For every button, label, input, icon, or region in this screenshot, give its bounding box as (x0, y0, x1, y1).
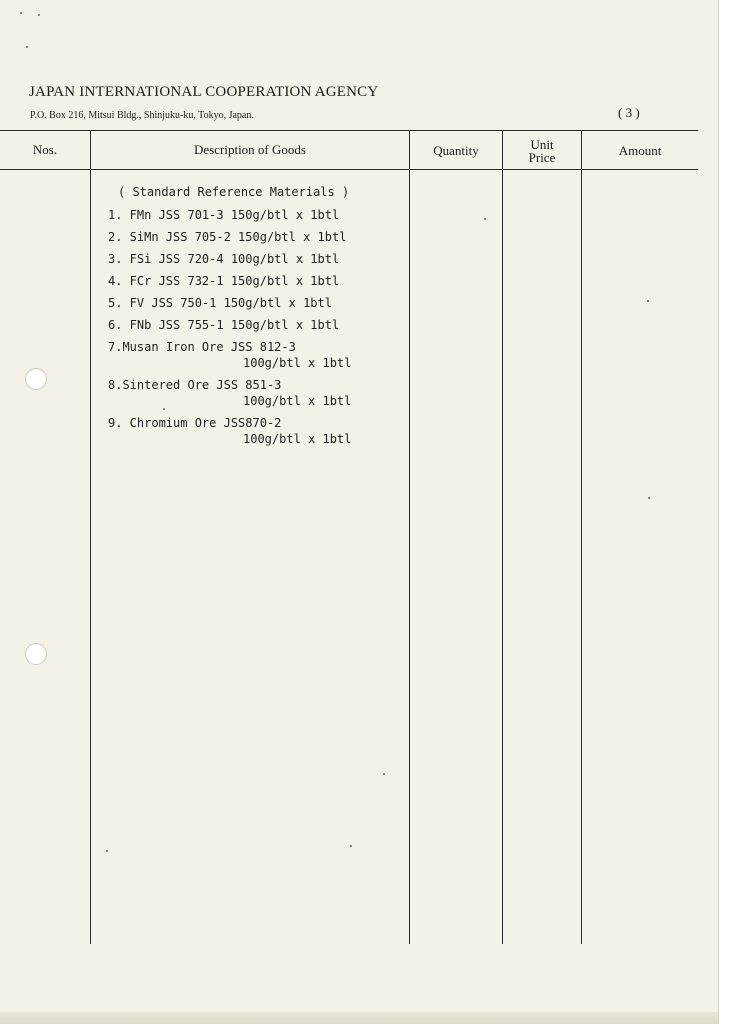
header-unit-price (503, 138, 581, 164)
column-divider-unit-price (581, 130, 582, 944)
column-divider-quantity (502, 130, 503, 944)
scan-speck (383, 773, 385, 775)
scan-right-margin (718, 0, 744, 1024)
header-nos: Nos. (32, 142, 58, 157)
scan-speck (163, 408, 165, 410)
list-item (108, 339, 398, 371)
item-line: 6. FNb JSS 755-1 150g/btl x 1btl (108, 318, 340, 332)
punch-hole-bottom (25, 643, 47, 665)
item-continuation: 100g/btl x 1btl (243, 432, 352, 446)
list-item (108, 229, 398, 245)
header-description: Description of Goods (194, 142, 306, 157)
scan-speck (106, 850, 108, 852)
goods-list (108, 185, 398, 453)
header-unit-price-line1: Unit (530, 137, 554, 152)
scan-speck (647, 300, 649, 302)
item-line: 4. FCr JSS 732-1 150g/btl x 1btl (108, 274, 340, 288)
list-item (108, 377, 398, 409)
item-line: 2. SiMn JSS 705-2 150g/btl x 1btl (108, 230, 347, 244)
scan-speck (20, 12, 22, 14)
column-divider-nos (90, 130, 91, 944)
table-header-rule (0, 169, 698, 170)
item-continuation: 100g/btl x 1btl (243, 356, 352, 370)
item-line: 5. FV JSS 750-1 150g/btl x 1btl (108, 296, 332, 310)
list-item (108, 295, 398, 311)
section-title: ( Standard Reference Materials ) (118, 185, 350, 199)
page-number: ( 3 ) (618, 105, 640, 120)
punch-hole-top (25, 368, 47, 390)
item-continuation: 100g/btl x 1btl (243, 394, 352, 408)
column-divider-description (409, 130, 410, 944)
item-line: 3. FSi JSS 720-4 100g/btl x 1btl (108, 252, 340, 266)
list-item (108, 251, 398, 267)
organization-address: P.O. Box 216, Mitsui Bldg., Shinjuku-ku, Tokyo, Japan. (30, 110, 254, 121)
scan-speck (484, 218, 486, 220)
header-amount: Amount (618, 143, 662, 158)
organization-name: JAPAN INTERNATIONAL COOPERATION AGENCY (29, 84, 379, 100)
scan-speck (350, 845, 352, 847)
scan-speck (38, 14, 40, 16)
table-top-rule (0, 130, 698, 131)
list-item (108, 207, 398, 223)
item-line: 1. FMn JSS 701-3 150g/btl x 1btl (108, 208, 340, 222)
header-quantity: Quantity (433, 143, 479, 158)
list-item (108, 317, 398, 333)
item-line: 9. Chromium Ore JSS870-2 (108, 416, 282, 430)
list-item (108, 415, 398, 447)
list-item (108, 273, 398, 289)
item-line: 8.Sintered Ore JSS 851-3 (108, 378, 282, 392)
header-unit-price-line2: Price (528, 150, 556, 165)
scan-speck (26, 46, 28, 48)
scan-speck (648, 497, 650, 499)
scan-bottom-edge (0, 1012, 718, 1024)
item-line: 7.Musan Iron Ore JSS 812-3 (108, 340, 296, 354)
